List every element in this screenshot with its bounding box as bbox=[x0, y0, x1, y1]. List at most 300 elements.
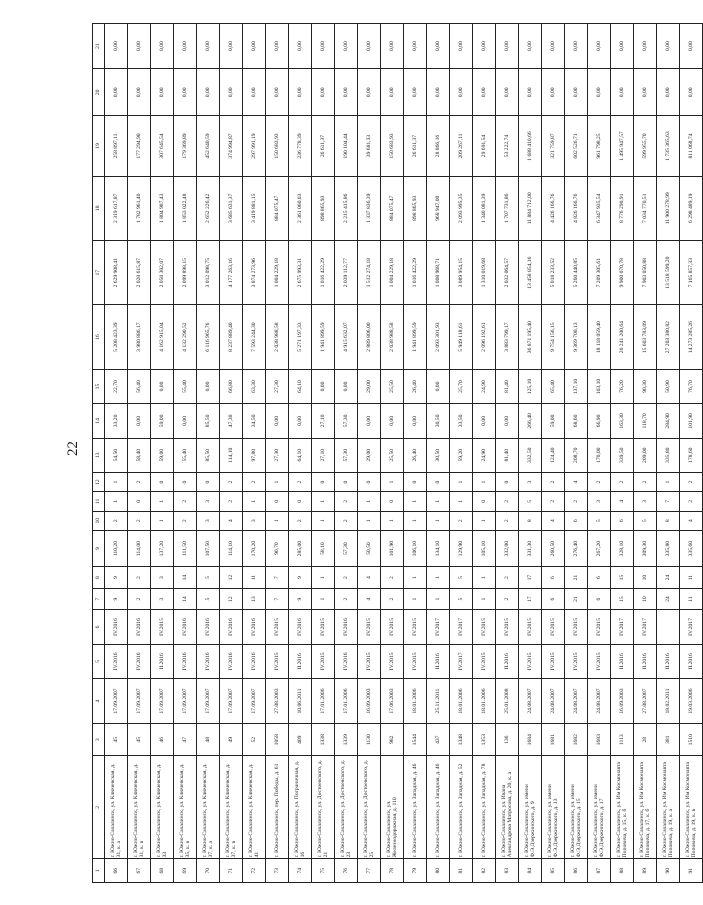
table-cell: 2 bbox=[611, 472, 634, 491]
table-cell: 2 bbox=[289, 511, 312, 530]
table-cell: 4 177 263,16 bbox=[220, 241, 243, 305]
table-cell: 30,50 bbox=[427, 438, 450, 472]
header-row bbox=[93, 24, 105, 883]
table-cell: 2 bbox=[496, 492, 519, 511]
table-cell: 1 bbox=[243, 492, 266, 511]
table-cell: 24.08.2007 bbox=[519, 679, 542, 724]
table-cell: 0,00 bbox=[473, 404, 496, 438]
table-cell: 2 020 615,87 bbox=[128, 241, 151, 305]
table-cell: II.2016 bbox=[427, 644, 450, 678]
table-cell: IV.2016 bbox=[335, 644, 358, 678]
table-cell: 17.01.2006 bbox=[312, 679, 335, 724]
table-cell: 101,90 bbox=[381, 530, 404, 567]
table-cell: 7 593 244,30 bbox=[243, 305, 266, 369]
table-cell: 86 bbox=[565, 859, 588, 883]
table-cell: 13 458 854,16 bbox=[519, 241, 542, 305]
table-row bbox=[588, 24, 611, 883]
table-cell: 70 bbox=[197, 859, 220, 883]
table-cell: 76 bbox=[335, 859, 358, 883]
table-cell: 0,00 bbox=[312, 69, 335, 116]
table-cell: 6 347 935,54 bbox=[588, 176, 611, 240]
table-cell: г. Южно-Сахалинск, ул. Им Космонавта Поповича, д. 17, к. б bbox=[634, 756, 657, 859]
table-cell: 6 bbox=[542, 588, 565, 609]
table-cell: 5 bbox=[519, 492, 542, 511]
table-cell: 0,00 bbox=[657, 69, 680, 116]
table-cell: 2 bbox=[496, 511, 519, 530]
table-cell: 1 bbox=[404, 511, 427, 530]
table-cell: 0 bbox=[473, 492, 496, 511]
table-cell: IV.2015 bbox=[588, 610, 611, 644]
table-cell: 11 bbox=[243, 567, 266, 588]
table-cell: 14 273 285,26 bbox=[680, 305, 703, 369]
table-cell: 2 093 995,35 bbox=[450, 176, 473, 240]
table-cell: г. Южно-Сахалинск, ул. Достоевского, д. 21 bbox=[312, 756, 335, 859]
table-cell: 1348 bbox=[450, 724, 473, 756]
table-cell: 11 884 712,00 bbox=[519, 176, 542, 240]
table-cell: 1 bbox=[450, 472, 473, 491]
table-cell: 52 bbox=[243, 724, 266, 756]
table-cell: 77 bbox=[358, 859, 381, 883]
table-cell: 1 bbox=[404, 492, 427, 511]
table-cell: 81,40 bbox=[496, 369, 519, 403]
table-cell: 10 bbox=[634, 567, 657, 588]
table-cell: IV.2015 bbox=[565, 644, 588, 678]
table-cell: 79 bbox=[404, 859, 427, 883]
table-cell: 1 853 022,48 bbox=[174, 176, 197, 240]
table-cell: 335,80 bbox=[657, 530, 680, 567]
table-cell: 381 bbox=[657, 724, 680, 756]
table-cell: 1681 bbox=[542, 724, 565, 756]
table-cell: 26,40 bbox=[404, 369, 427, 403]
table-cell: 236 778,39 bbox=[289, 116, 312, 176]
table-cell: г. Южно-Сахалинск, ул. Ключевская, д. 31, к. а bbox=[105, 756, 128, 859]
table-cell: 27.08.2003 bbox=[266, 679, 289, 724]
table-cell: 8 776 290,91 bbox=[611, 176, 634, 240]
table-cell: 2 bbox=[220, 472, 243, 491]
table-cell: 1 bbox=[312, 511, 335, 530]
table-cell: 57,30 bbox=[335, 438, 358, 472]
table-cell: г. Южно-Сахалинск, ул. Западная, д. 46 bbox=[427, 756, 450, 859]
table-cell: 17.09.2007 bbox=[128, 679, 151, 724]
column-header: 17 bbox=[93, 241, 105, 305]
table-cell: 0,00 bbox=[680, 24, 703, 69]
table-cell: 1 804 987,43 bbox=[151, 176, 174, 240]
column-header: 16 bbox=[93, 305, 105, 369]
table-cell: 17.09.2007 bbox=[151, 679, 174, 724]
table-cell: IV.2015 bbox=[404, 610, 427, 644]
table-cell: IV.2016 bbox=[128, 610, 151, 644]
table-cell: 7 034 770,51 bbox=[634, 176, 657, 240]
table-cell: 17.09.2007 bbox=[105, 679, 128, 724]
table-cell: 21 bbox=[565, 567, 588, 588]
table-cell: 0,00 bbox=[496, 404, 519, 438]
table-cell: 2 215 415,86 bbox=[335, 176, 358, 240]
table-cell: 105,10 bbox=[473, 530, 496, 567]
table-cell: 1 004 229,18 bbox=[381, 241, 404, 305]
table-cell: 0,00 bbox=[151, 369, 174, 403]
table-cell: 81,40 bbox=[496, 438, 519, 472]
table-cell: 1 941 899,59 bbox=[404, 305, 427, 369]
table-cell: 2 bbox=[496, 567, 519, 588]
table-cell: 0,00 bbox=[427, 24, 450, 69]
table-cell: 17.09.2007 bbox=[220, 679, 243, 724]
table-cell: 208,70 bbox=[565, 438, 588, 472]
table-cell: 968 947,00 bbox=[427, 176, 450, 240]
table-cell: 884 075,47 bbox=[266, 176, 289, 240]
table-cell: 0,00 bbox=[611, 24, 634, 69]
table-cell: 4 bbox=[358, 567, 381, 588]
table-cell: 6 298 489,19 bbox=[680, 176, 703, 240]
table-cell: 28 866,16 bbox=[427, 116, 450, 176]
table-cell: 81 bbox=[450, 859, 473, 883]
table-cell: 1 bbox=[312, 567, 335, 588]
table-cell: 89 bbox=[634, 859, 657, 883]
table-cell: 898 865,93 bbox=[404, 176, 427, 240]
table-cell: 0 bbox=[335, 472, 358, 491]
table-cell: 3 bbox=[588, 492, 611, 511]
table-cell: 8 bbox=[657, 511, 680, 530]
table-cell: 0,00 bbox=[335, 69, 358, 116]
table-cell: 7 bbox=[266, 567, 289, 588]
table-cell: 0,00 bbox=[197, 369, 220, 403]
table-cell: IV.2015 bbox=[496, 610, 519, 644]
table-cell: 0,00 bbox=[450, 69, 473, 116]
table-row bbox=[427, 24, 450, 883]
table-cell: 0,00 bbox=[335, 369, 358, 403]
table-cell: 67 bbox=[128, 859, 151, 883]
table-cell: II.2016 bbox=[289, 644, 312, 678]
table-cell: 9 900 070,78 bbox=[611, 241, 634, 305]
table-cell: 134,10 bbox=[427, 530, 450, 567]
table-cell: 17.09.2007 bbox=[174, 679, 197, 724]
table-cell: IV.2015 bbox=[473, 644, 496, 678]
table-cell: 2 361 060,03 bbox=[289, 176, 312, 240]
table-cell: 82 bbox=[473, 859, 496, 883]
table-cell: 2 bbox=[335, 567, 358, 588]
table-cell: 5 bbox=[450, 588, 473, 609]
table-cell: 0,00 bbox=[381, 69, 404, 116]
table-cell: 103,10 bbox=[588, 369, 611, 403]
table-cell: IV.2017 bbox=[450, 610, 473, 644]
table-cell: г. Южно-Сахалинск, ул. имени Ф.Э.Дзержинского, д. 9 bbox=[519, 756, 542, 859]
table-cell: 0 bbox=[312, 472, 335, 491]
table-cell: 54,50 bbox=[105, 438, 128, 472]
table-cell: IV.2017 bbox=[611, 610, 634, 644]
table-cell: 374 994,87 bbox=[220, 116, 243, 176]
table-cell: 39 681,33 bbox=[358, 116, 381, 176]
table-cell: 29,00 bbox=[358, 369, 381, 403]
table-cell: 26 611,37 bbox=[404, 116, 427, 176]
table-row bbox=[335, 24, 358, 883]
table-cell: 4 bbox=[220, 511, 243, 530]
table-cell: 0,00 bbox=[542, 24, 565, 69]
table-cell: 0,00 bbox=[496, 69, 519, 116]
column-header: 12 bbox=[93, 472, 105, 491]
table-cell: 0,00 bbox=[105, 24, 128, 69]
data-table bbox=[92, 23, 703, 883]
table-cell: 2 889 806,00 bbox=[358, 305, 381, 369]
table-cell: 1 bbox=[473, 511, 496, 530]
table-cell: 3 685 631,37 bbox=[220, 176, 243, 240]
table-row bbox=[634, 24, 657, 883]
table-cell: 7 bbox=[657, 492, 680, 511]
table-cell: 1 bbox=[381, 472, 404, 491]
table-cell: 1 bbox=[427, 511, 450, 530]
column-header: 8 bbox=[93, 567, 105, 588]
table-cell: 2 bbox=[680, 472, 703, 491]
table-cell: 307 645,54 bbox=[151, 116, 174, 176]
table-cell: 0,00 bbox=[588, 24, 611, 69]
table-cell: 15 bbox=[611, 567, 634, 588]
table-cell: 0,00 bbox=[427, 369, 450, 403]
table-cell: 2 bbox=[289, 472, 312, 491]
table-cell: 2 bbox=[335, 588, 358, 609]
table-cell: 0,00 bbox=[565, 24, 588, 69]
table-cell: 2 038 988,58 bbox=[266, 305, 289, 369]
table-cell: 0 bbox=[404, 472, 427, 491]
table-cell: 24.08.2007 bbox=[588, 679, 611, 724]
table-body bbox=[105, 24, 703, 883]
table-cell: 17 bbox=[519, 567, 542, 588]
table-cell: 17.06.2003 bbox=[381, 679, 404, 724]
table-cell: IV.2015 bbox=[381, 644, 404, 678]
table-cell: 6 bbox=[588, 588, 611, 609]
table-cell: 18.01.2006 bbox=[404, 679, 427, 724]
table-cell: II.2016 bbox=[611, 644, 634, 678]
table-cell: 8 bbox=[519, 511, 542, 530]
table-cell: 0,00 bbox=[473, 69, 496, 116]
table-cell: 80 bbox=[427, 859, 450, 883]
table-cell: IV.2015 bbox=[358, 610, 381, 644]
table-cell: 66,80 bbox=[220, 369, 243, 403]
table-cell: 66,90 bbox=[588, 404, 611, 438]
table-cell: г. Южно-Сахалинск, ул. Ивана Александрова Матросова, д. 20, к. а bbox=[496, 756, 519, 859]
table-cell: 0,00 bbox=[542, 69, 565, 116]
table-cell: 65,40 bbox=[542, 369, 565, 403]
table-cell: 48 bbox=[197, 724, 220, 756]
table-cell: 5 018 233,52 bbox=[542, 241, 565, 305]
table-cell: 2 bbox=[174, 511, 197, 530]
table-cell: 0,00 bbox=[634, 69, 657, 116]
table-cell: 0,00 bbox=[197, 24, 220, 69]
table-cell: 110,20 bbox=[105, 530, 128, 567]
table-cell: 0,00 bbox=[243, 69, 266, 116]
table-cell: 2 bbox=[128, 472, 151, 491]
column-header: 9 bbox=[93, 530, 105, 567]
table-cell: 14 bbox=[174, 588, 197, 609]
table-cell: 20 241 200,64 bbox=[611, 305, 634, 369]
table-cell: 85,50 bbox=[197, 404, 220, 438]
table-cell: 17.09.2007 bbox=[243, 679, 266, 724]
table-cell: 27,10 bbox=[312, 404, 335, 438]
table-cell: 1 004 229,18 bbox=[266, 241, 289, 305]
table-cell: 17.01.2006 bbox=[335, 679, 358, 724]
table-cell: 0,00 bbox=[404, 24, 427, 69]
table-cell: IV.2017 bbox=[680, 610, 703, 644]
table-cell: 0 bbox=[174, 472, 197, 491]
table-cell: IV.2016 bbox=[220, 610, 243, 644]
table-cell: 0,00 bbox=[128, 24, 151, 69]
table-cell: 24 bbox=[657, 588, 680, 609]
table-cell: 297 991,19 bbox=[243, 116, 266, 176]
column-header: 18 bbox=[93, 176, 105, 240]
table-cell: 97,80 bbox=[243, 438, 266, 472]
table-cell: 0 bbox=[197, 472, 220, 491]
table-cell: 137,10 bbox=[565, 369, 588, 403]
table-cell: 27.08.2007 bbox=[634, 679, 657, 724]
table-cell: 27,30 bbox=[266, 438, 289, 472]
table-cell: 9 369 700,13 bbox=[565, 305, 588, 369]
table-cell: 5 bbox=[197, 588, 220, 609]
table-cell: 2 629 908,41 bbox=[105, 241, 128, 305]
table-cell: 3 bbox=[197, 511, 220, 530]
table-cell: 0,00 bbox=[450, 24, 473, 69]
table-cell: 1 941 899,59 bbox=[312, 305, 335, 369]
table-cell: 90 bbox=[657, 859, 680, 883]
table-cell: 34,50 bbox=[243, 404, 266, 438]
table-cell: 24,90 bbox=[473, 438, 496, 472]
table-cell: 0,00 bbox=[105, 69, 128, 116]
table-cell: 2 bbox=[381, 567, 404, 588]
table-cell: 3 bbox=[634, 492, 657, 511]
table-cell: 4 bbox=[680, 511, 703, 530]
table-cell: 0 bbox=[427, 472, 450, 491]
table-cell: 1353 bbox=[473, 724, 496, 756]
table-row bbox=[680, 24, 703, 883]
table-cell: 129,90 bbox=[450, 530, 473, 567]
table-cell: 0,00 bbox=[289, 69, 312, 116]
table-cell: IV.2015 bbox=[266, 644, 289, 678]
table-cell: г. Южно-Сахалинск, ул. Ключевская, д. 41 bbox=[243, 756, 266, 859]
table-cell: 0,00 bbox=[289, 24, 312, 69]
table-cell: 33,20 bbox=[105, 404, 128, 438]
table-cell: 0,00 bbox=[151, 69, 174, 116]
table-cell: 150 683,93 bbox=[381, 116, 404, 176]
table-cell: 5 bbox=[197, 567, 220, 588]
table-cell: 0,00 bbox=[358, 69, 381, 116]
table-cell: 1 008 968,71 bbox=[427, 241, 450, 305]
table-cell: 4 915 632,07 bbox=[335, 305, 358, 369]
table-cell: 2 bbox=[542, 492, 565, 511]
table-cell: 59,00 bbox=[151, 438, 174, 472]
table-row bbox=[312, 24, 335, 883]
table-cell: 2 bbox=[496, 588, 519, 609]
table-cell: II.2016 bbox=[680, 644, 703, 678]
table-cell: 409 bbox=[289, 724, 312, 756]
table-cell: 0,00 bbox=[519, 24, 542, 69]
table-cell: 0,00 bbox=[312, 369, 335, 403]
table-cell: 64,10 bbox=[289, 369, 312, 403]
column-header: 10 bbox=[93, 511, 105, 530]
table-cell: 0,00 bbox=[381, 404, 404, 438]
table-cell: 1682 bbox=[565, 724, 588, 756]
table-cell: 0,00 bbox=[404, 404, 427, 438]
table-cell: 2 bbox=[128, 567, 151, 588]
table-cell: IV.2016 bbox=[105, 610, 128, 644]
table-cell: 1 bbox=[657, 472, 680, 491]
table-cell: 0,00 bbox=[358, 404, 381, 438]
table-row bbox=[381, 24, 404, 883]
table-row bbox=[611, 24, 634, 883]
table-cell: 66 bbox=[105, 859, 128, 883]
table-cell: 45 bbox=[105, 724, 128, 756]
table-cell: 3 980 886,17 bbox=[128, 305, 151, 369]
table-cell: IV.2015 bbox=[312, 644, 335, 678]
table-cell: IV.2017 bbox=[427, 610, 450, 644]
table-cell: 47,30 bbox=[220, 404, 243, 438]
table-cell: 0,00 bbox=[335, 24, 358, 69]
table-cell: 11 900 278,99 bbox=[657, 176, 680, 240]
table-cell: 2 bbox=[335, 492, 358, 511]
column-header: 2 bbox=[93, 756, 105, 859]
table-cell: 2 bbox=[381, 588, 404, 609]
table-cell: 1 bbox=[473, 472, 496, 491]
table-row bbox=[565, 24, 588, 883]
table-cell: 2 bbox=[634, 472, 657, 491]
table-cell: 2 038 988,58 bbox=[381, 305, 404, 369]
table-cell: 49 bbox=[220, 724, 243, 756]
table-cell: 25.01.2008 bbox=[496, 679, 519, 724]
table-cell: 2 039 112,77 bbox=[335, 241, 358, 305]
table-row bbox=[404, 24, 427, 883]
table-cell: IV.2016 bbox=[243, 610, 266, 644]
table-cell: 58,40 bbox=[128, 438, 151, 472]
table-cell: 106,10 bbox=[404, 530, 427, 567]
column-header: 5 bbox=[93, 644, 105, 678]
table-cell: IV.2016 bbox=[289, 610, 312, 644]
table-cell: IV.2017 bbox=[450, 644, 473, 678]
table-cell: 6 bbox=[565, 511, 588, 530]
table-cell: 25,50 bbox=[381, 438, 404, 472]
table-cell: 2 032 064,57 bbox=[496, 241, 519, 305]
table-cell: 0 bbox=[289, 492, 312, 511]
table-cell: 1 bbox=[358, 511, 381, 530]
table-cell: 5 bbox=[588, 511, 611, 530]
table-cell: 9 bbox=[105, 567, 128, 588]
table-row bbox=[542, 24, 565, 883]
table-cell: 0,00 bbox=[174, 24, 197, 69]
table-cell: 335,60 bbox=[680, 530, 703, 567]
table-cell: IV.2016 bbox=[174, 610, 197, 644]
column-header: 21 bbox=[93, 24, 105, 69]
table-cell: 163,30 bbox=[611, 404, 634, 438]
table-cell: г. Южно-Сахалинск, ул. имени Ф.Э.Дзержинского, д. 15 bbox=[565, 756, 588, 859]
table-cell: 25.11.2011 bbox=[427, 679, 450, 724]
table-cell: 21 bbox=[565, 588, 588, 609]
table-cell: 118,70 bbox=[634, 404, 657, 438]
table-cell: 58,10 bbox=[312, 530, 335, 567]
table-cell: 3 bbox=[151, 588, 174, 609]
table-cell: г. Южно-Сахалинск, ул. Достоевского, д. 25 bbox=[358, 756, 381, 859]
table-cell: 1 512 274,18 bbox=[358, 241, 381, 305]
table-cell: 0,00 bbox=[289, 404, 312, 438]
table-cell: 83 bbox=[496, 859, 519, 883]
table-cell: 3 bbox=[519, 472, 542, 491]
table-cell: 1 bbox=[450, 492, 473, 511]
table-cell: 5 949 118,61 bbox=[450, 305, 473, 369]
table-cell: 50,90 bbox=[657, 369, 680, 403]
table-cell: IV.2015 bbox=[542, 610, 565, 644]
table-cell: 2 bbox=[243, 472, 266, 491]
table-cell: II.2016 bbox=[151, 644, 174, 678]
table-cell: IV.2015 bbox=[473, 610, 496, 644]
table-cell: 22,70 bbox=[105, 369, 128, 403]
table-cell: 1544 bbox=[404, 724, 427, 756]
table-cell: 2 050 302,07 bbox=[151, 241, 174, 305]
table-cell: 2 bbox=[565, 492, 588, 511]
table-cell: 170,20 bbox=[243, 530, 266, 567]
table-cell: 6 116 965,76 bbox=[197, 305, 220, 369]
